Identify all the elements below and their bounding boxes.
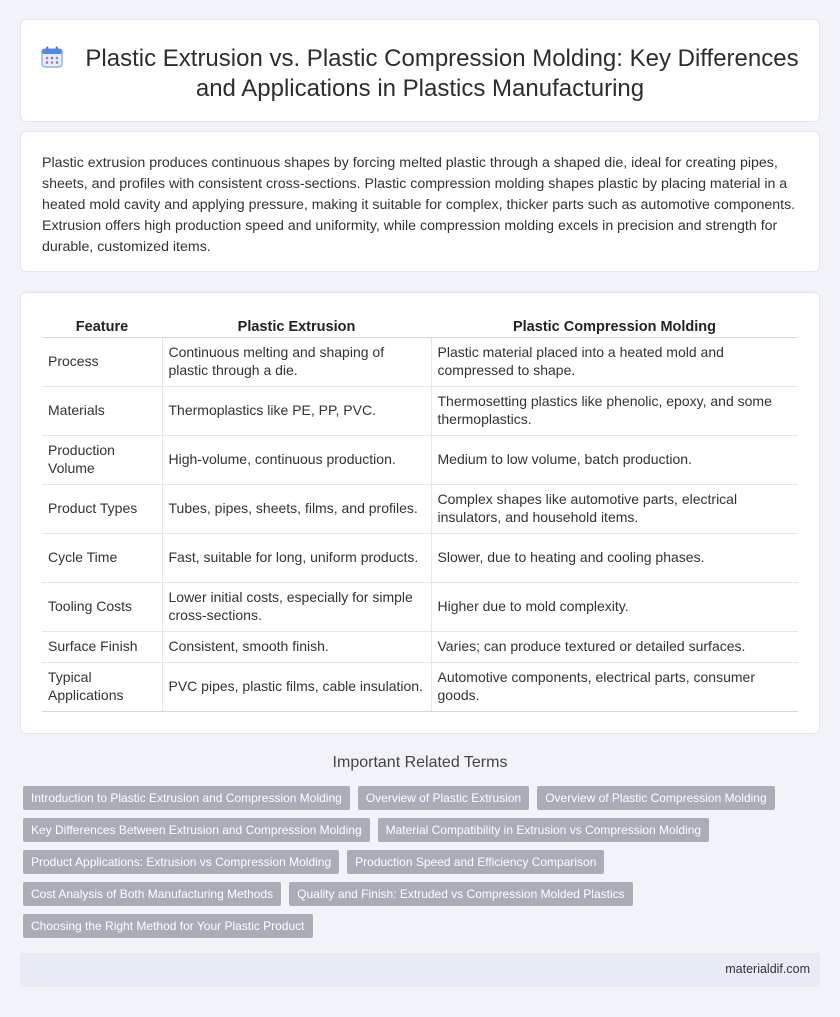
extrusion-cell: High-volume, continuous production.	[162, 435, 431, 484]
table-row	[42, 533, 798, 582]
footer	[20, 953, 820, 987]
extrusion-cell: PVC pipes, plastic films, cable insulation.	[162, 662, 431, 711]
table-row	[42, 662, 798, 711]
related-term-tag[interactable]: Quality and Finish: Extruded vs Compression Molded Plastics	[289, 882, 632, 906]
related-term-tag[interactable]: Cost Analysis of Both Manufacturing Methods	[23, 882, 281, 906]
extrusion-cell: Consistent, smooth finish.	[162, 631, 431, 662]
intro-card	[20, 131, 820, 272]
table-row	[42, 435, 798, 484]
related-term-tag[interactable]: Choosing the Right Method for Your Plastic Product	[23, 914, 313, 938]
related-term-tag[interactable]: Product Applications: Extrusion vs Compression Molding	[23, 850, 339, 874]
related-terms-heading: Important Related Terms	[332, 754, 508, 771]
header-plastic-compression-molding: Plastic Compression Molding	[431, 317, 798, 337]
related-term-tag[interactable]: Material Compatibility in Extrusion vs Compression Molding	[378, 818, 709, 842]
related-term-tag[interactable]: Overview of Plastic Compression Molding	[537, 786, 774, 810]
comparison-table-card	[20, 292, 820, 734]
table-header-row	[42, 317, 798, 337]
table-row	[42, 484, 798, 533]
calendar-icon	[41, 46, 63, 68]
compression-cell: Plastic material placed into a heated mold and compressed to shape.	[431, 337, 798, 386]
extrusion-cell: Tubes, pipes, sheets, films, and profiles.	[162, 484, 431, 533]
page-title	[41, 44, 799, 104]
related-term-tag[interactable]: Key Differences Between Extrusion and Compression Molding	[23, 818, 370, 842]
comparison-table	[42, 317, 798, 712]
related-term-tag[interactable]: Overview of Plastic Extrusion	[358, 786, 529, 810]
compression-cell: Automotive components, electrical parts, consumer goods.	[431, 662, 798, 711]
footer-site-link[interactable]: materialdif.com	[725, 962, 810, 976]
compression-cell: Higher due to mold complexity.	[431, 582, 798, 631]
table-row	[42, 582, 798, 631]
extrusion-cell: Continuous melting and shaping of plastic through a die.	[162, 337, 431, 386]
header-feature: Feature	[42, 317, 162, 337]
feature-cell: Typical Applications	[42, 662, 162, 711]
compression-cell: Varies; can produce textured or detailed surfaces.	[431, 631, 798, 662]
feature-cell: Tooling Costs	[42, 582, 162, 631]
header-plastic-extrusion: Plastic Extrusion	[162, 317, 431, 337]
extrusion-cell: Fast, suitable for long, uniform products.	[162, 533, 431, 582]
feature-cell: Process	[42, 337, 162, 386]
page-title-text: Plastic Extrusion vs. Plastic Compression Molding: Key Differences and Applications in Plastics Manufacturing	[85, 45, 799, 102]
table-row	[42, 337, 798, 386]
compression-cell: Medium to low volume, batch production.	[431, 435, 798, 484]
intro-text: Plastic extrusion produces continuous shapes by forcing melted plastic through a shaped die, ideal for creating pipes, sheets, and profiles with consistent cross-sections. Plastic compression molding shapes plastic by placing material in a heated mold cavity and applying pressure, making it suitable for complex, thicker parts such as automotive components. Extrusion offers high production speed and uniformity, while compression molding excels in precision and strength for durable, customized items.	[42, 155, 796, 255]
feature-cell: Surface Finish	[42, 631, 162, 662]
compression-cell: Slower, due to heating and cooling phases.	[431, 533, 798, 582]
compression-cell: Thermosetting plastics like phenolic, epoxy, and some thermoplastics.	[431, 386, 798, 435]
table-row	[42, 631, 798, 662]
related-term-tag[interactable]: Introduction to Plastic Extrusion and Compression Molding	[23, 786, 350, 810]
feature-cell: Materials	[42, 386, 162, 435]
feature-cell: Cycle Time	[42, 533, 162, 582]
table-row	[42, 386, 798, 435]
title-card	[20, 19, 820, 122]
feature-cell: Production Volume	[42, 435, 162, 484]
extrusion-cell: Thermoplastics like PE, PP, PVC.	[162, 386, 431, 435]
feature-cell: Product Types	[42, 484, 162, 533]
compression-cell: Complex shapes like automotive parts, electrical insulators, and household items.	[431, 484, 798, 533]
related-terms-list	[23, 786, 813, 938]
extrusion-cell: Lower initial costs, especially for simple cross-sections.	[162, 582, 431, 631]
related-term-tag[interactable]: Production Speed and Efficiency Comparison	[347, 850, 604, 874]
